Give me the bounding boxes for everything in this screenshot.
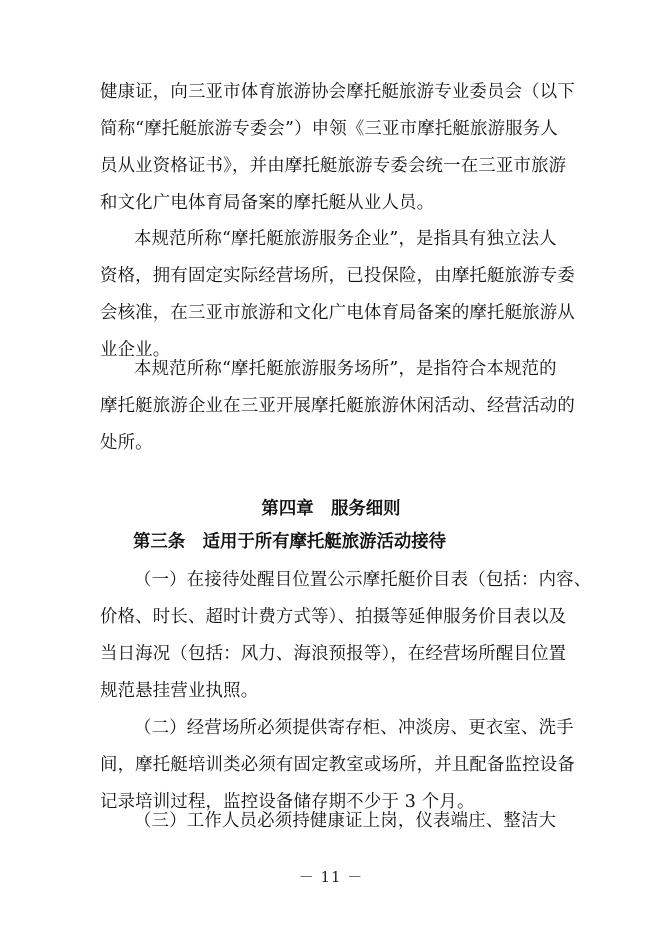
- text-line: 摩托艇旅游企业在三亚开展摩托艇旅游休闲活动、经营活动的: [100, 396, 575, 416]
- text-line: 健康证，向三亚市体育旅游协会摩托艇旅游专业委员会（以下: [100, 82, 575, 102]
- text-line: （一）在接待处醒目位置公示摩托艇价目表（包括：内容、: [134, 570, 592, 590]
- paragraph-health-certificate: [100, 74, 575, 222]
- text-line: 和文化广电体育局备案的摩托艇从业人员。: [100, 193, 435, 213]
- text-line: 资格，拥有固定实际经营场所，已投保险，由摩托艇旅游专委: [100, 266, 575, 286]
- paragraph-service-enterprise: [100, 221, 575, 369]
- text-line: （二）经营场所必须提供寄存柜、冲淡房、更衣室、洗手: [134, 718, 574, 738]
- text-line: 处所。: [100, 433, 153, 453]
- text-line: 规范悬挂营业执照。: [100, 681, 259, 701]
- text-line: 当日海况（包括：风力、海浪预报等），在经营场所醒目位置: [100, 644, 567, 664]
- text-line: 简称“摩托艇旅游专委会”）申领《三亚市摩托艇旅游服务人: [100, 119, 558, 139]
- article-heading: 第三条 适用于所有摩托艇旅游活动接待: [133, 532, 447, 552]
- list-item: [100, 562, 592, 710]
- text-line: 价格、时长、超时计费方式等）、拍摄等延伸服务价目表以及: [100, 607, 567, 627]
- text-line: 会核准，在三亚市旅游和文化广电体育局备案的摩托艇旅游从: [100, 303, 575, 323]
- paragraph-service-venue: [100, 351, 575, 462]
- text-line: （三）工作人员必须持健康证上岗，仪表端庄、整洁大: [134, 811, 557, 831]
- text-line: 业企业。: [100, 340, 171, 360]
- text-line: 本规范所称“摩托艇旅游服务场所”，是指符合本规范的: [134, 359, 557, 379]
- page-number: － 11 －: [298, 868, 364, 886]
- text-line: 本规范所称“摩托艇旅游服务企业”，是指具有独立法人: [134, 229, 557, 249]
- text-line: 间，摩托艇培训类必须有固定教室或场所，并且配备监控设备: [100, 755, 575, 775]
- text-line: 记录培训过程，监控设备储存期不少于 3 个月。: [100, 792, 475, 812]
- chapter-heading: 第四章 服务细则: [261, 499, 401, 519]
- list-item: [100, 803, 565, 840]
- text-line: 员从业资格证书》，并由摩托艇旅游专委会统一在三亚市旅游: [100, 156, 567, 176]
